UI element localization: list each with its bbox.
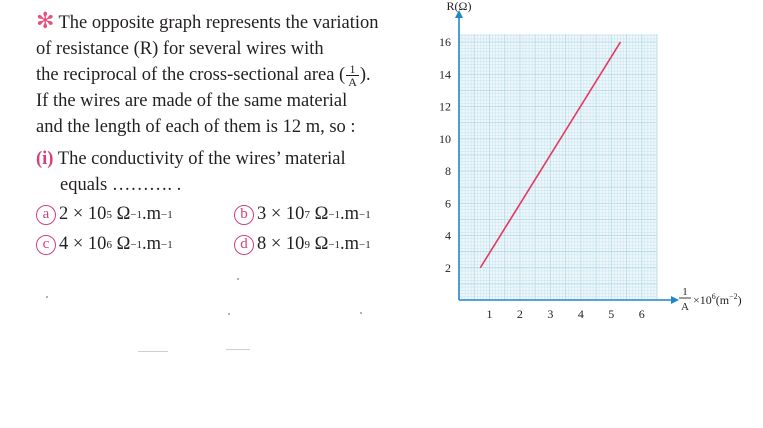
- y-axis-label: R(Ω): [446, 0, 472, 13]
- question-line-5: and the length of each of them is 12 m, so :: [36, 117, 356, 138]
- options-row-2: [36, 234, 416, 264]
- question-line-2: of resistance (R) for several wires with: [36, 39, 324, 59]
- scan-dot: [46, 296, 48, 298]
- option-d-unit-tail: .m: [340, 234, 360, 254]
- option-b-unit-tail: .m: [340, 204, 360, 224]
- answer-options: [36, 204, 416, 264]
- option-d-coef: 8 × 10: [257, 234, 305, 254]
- option-c-unit-tail: .m: [142, 234, 162, 254]
- question-line-1-text: The opposite graph represents the variation: [58, 13, 379, 33]
- y-tick-label: 6: [445, 196, 451, 211]
- x-tick-label: 6: [638, 307, 645, 321]
- option-d-bubble[interactable]: d: [234, 235, 254, 255]
- y-tick-label: 12: [439, 99, 451, 114]
- y-tick-label: 4: [445, 228, 451, 243]
- option-c-exp: 6: [106, 238, 112, 251]
- x-tick-label: 1: [486, 307, 493, 321]
- x-axis-label-times: ×10: [693, 293, 712, 307]
- option-c-tail-exp: −1: [161, 238, 173, 251]
- option-b-tail-exp: −1: [359, 208, 371, 221]
- x-axis-label-unit-exponent: −2: [729, 292, 738, 301]
- option-d-tail-exp: −1: [359, 238, 371, 251]
- option-a-exp: 5: [106, 208, 112, 221]
- option-b-unit-exp: −1: [328, 208, 341, 221]
- y-tick-label: 8: [445, 164, 451, 179]
- scan-dot: [228, 313, 230, 315]
- option-c-bubble[interactable]: c: [36, 235, 56, 255]
- x-axis-label-multiplier: [693, 292, 742, 307]
- y-tick-label: 10: [439, 131, 451, 146]
- scan-speck: [226, 349, 250, 350]
- option-a-tail-exp: −1: [161, 208, 173, 221]
- x-axis-label-denominator: A: [681, 301, 689, 313]
- option-c-unit-exp: −1: [130, 238, 143, 251]
- x-axis-label-exponent: 6: [711, 292, 716, 301]
- part-text: The conductivity of the wires’ material: [57, 149, 346, 170]
- x-axis-label-close: ): [737, 293, 742, 307]
- scan-speck: [138, 351, 168, 352]
- x-tick-label: 4: [577, 307, 584, 321]
- x-axis-label-numerator: 1: [682, 286, 688, 298]
- part-i-line-2: equals ………. .: [60, 175, 182, 196]
- option-b-bubble[interactable]: b: [234, 205, 254, 225]
- part-label: (i): [36, 149, 54, 170]
- x-axis-arrow: [671, 296, 679, 304]
- star-icon: ✻: [36, 9, 55, 34]
- option-a-unit: Ω: [116, 204, 131, 224]
- part-i-line: [36, 146, 416, 172]
- option-a[interactable]: [36, 204, 173, 225]
- option-b-exp: 7: [304, 208, 310, 221]
- option-d-exp: 9: [304, 238, 310, 251]
- question-line-3-text: the reciprocal of the cross-sectional area (: [36, 65, 346, 85]
- x-tick-label: 2: [516, 307, 523, 321]
- y-tick-label: 16: [439, 35, 451, 50]
- option-b-coef: 3 × 10: [257, 204, 305, 224]
- option-c-unit: Ω: [116, 234, 131, 254]
- chart-svg: [400, 0, 763, 330]
- fraction-suffix: ).: [359, 65, 371, 85]
- fraction-denominator: A: [348, 75, 357, 90]
- reciprocal-area-fraction: [346, 63, 359, 88]
- option-c-coef: 4 × 10: [59, 234, 107, 254]
- fraction-numerator: 1: [346, 63, 359, 76]
- scan-dot: [360, 312, 362, 314]
- question-line-4: If the wires are made of the same material: [36, 91, 348, 112]
- resistance-graph: [400, 0, 763, 330]
- y-tick-label: 2: [445, 260, 451, 275]
- options-row-1: [36, 204, 416, 234]
- question-line-3: [36, 62, 416, 88]
- x-tick-label: 5: [608, 307, 615, 321]
- option-b-unit: Ω: [314, 204, 329, 224]
- question-line-1: [36, 9, 416, 36]
- option-a-bubble[interactable]: a: [36, 205, 56, 225]
- x-tick-label: 3: [547, 307, 554, 321]
- y-tick-label: 14: [439, 67, 451, 82]
- option-a-unit-exp: −1: [130, 208, 143, 221]
- option-d[interactable]: [234, 234, 371, 255]
- option-d-unit: Ω: [314, 234, 329, 254]
- option-d-unit-exp: −1: [328, 238, 341, 251]
- option-c[interactable]: [36, 234, 173, 255]
- x-axis-label-unit: (m: [715, 293, 730, 307]
- option-a-coef: 2 × 10: [59, 204, 107, 224]
- question-text: [36, 9, 416, 198]
- scan-dot: [237, 278, 239, 280]
- option-b[interactable]: [234, 204, 371, 225]
- option-a-unit-tail: .m: [142, 204, 162, 224]
